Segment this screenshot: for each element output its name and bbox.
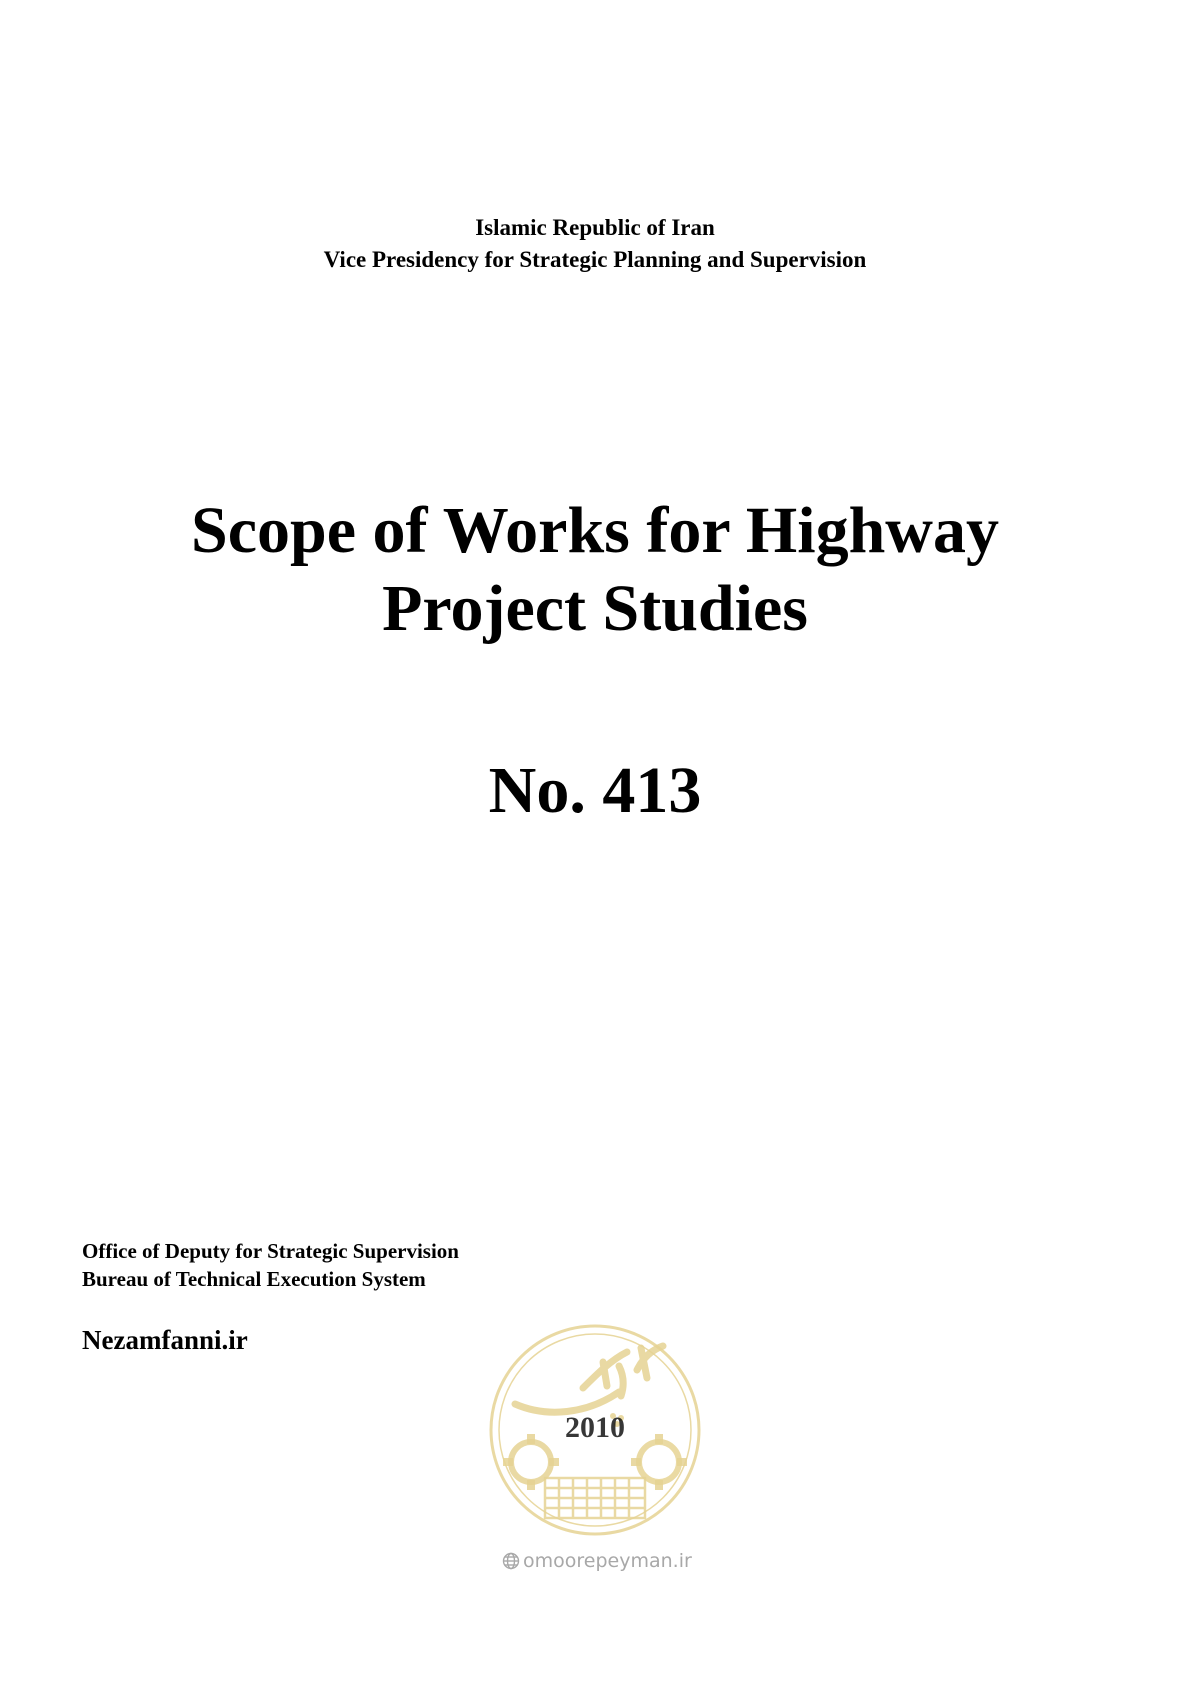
website-text: Nezamfanni.ir (82, 1325, 248, 1355)
document-title (0, 492, 1190, 648)
country-name: Islamic Republic of Iran (475, 215, 715, 240)
seal-year: 2010 (565, 1411, 625, 1444)
watermark-seal (487, 1322, 703, 1538)
bureau-name: Bureau of Technical Execution System (82, 1267, 426, 1291)
issuing-authority (0, 212, 1190, 276)
watermark-url-text: omoorepeyman.ir (523, 1550, 692, 1572)
globe-icon (502, 1552, 520, 1570)
vice-presidency-name: Vice Presidency for Strategic Planning and Supervision (323, 247, 867, 272)
office-deputy: Office of Deputy for Strategic Supervision (82, 1239, 459, 1263)
office-info (82, 1237, 459, 1293)
title-line-1: Scope of Works for Highway (191, 494, 999, 567)
watermark-url (502, 1549, 692, 1573)
document-number: No. 413 (488, 754, 702, 827)
title-line-2: Project Studies (382, 572, 808, 645)
